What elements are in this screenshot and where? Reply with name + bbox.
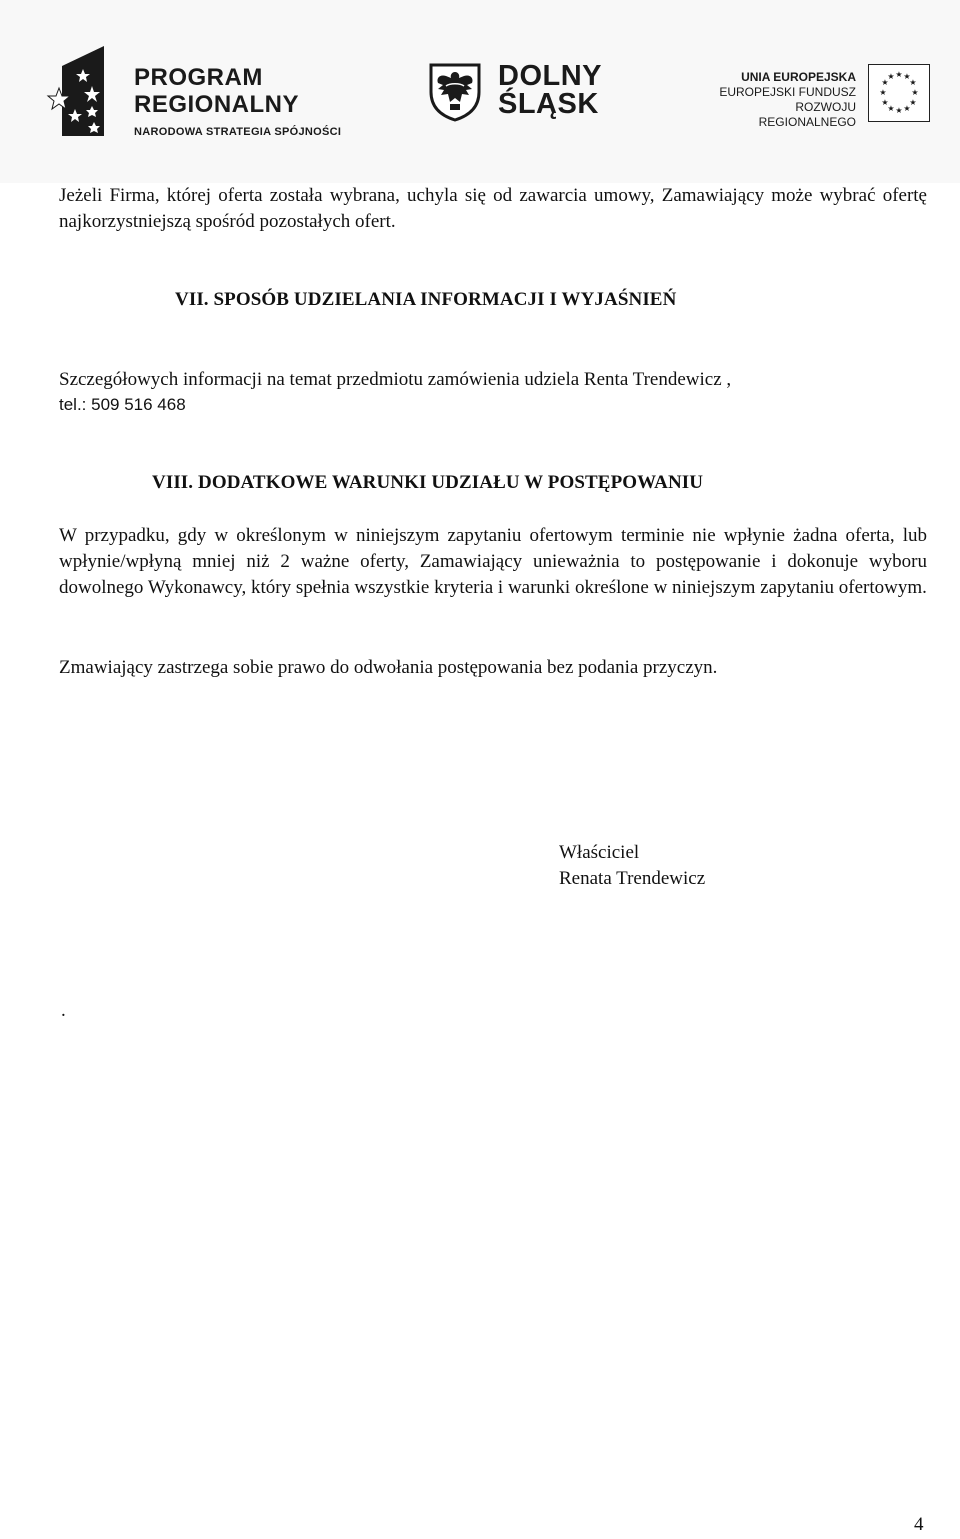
svg-text:★: ★ — [881, 78, 889, 87]
paragraph-cancellation-right: Zmawiający zastrzega sobie prawo do odwołania postępowania bez podania przyczyn. — [59, 657, 718, 678]
svg-text:★: ★ — [909, 78, 917, 87]
eu-line1: UNIA EUROPEJSKA — [741, 70, 856, 84]
eu-flag-icon — [868, 64, 930, 122]
svg-text:★: ★ — [911, 88, 919, 97]
eu-line2: EUROPEJSKI FUNDUSZ — [719, 85, 856, 99]
svg-text:★: ★ — [909, 98, 917, 107]
signature-role: Właściciel — [559, 842, 640, 863]
dolny-slask-logo — [428, 60, 628, 124]
eu-logo — [696, 60, 932, 129]
section-heading-viii: VIII. DODATKOWE WARUNKI UDZIAŁU W POSTĘPOWANIU — [152, 472, 704, 493]
svg-text:★: ★ — [887, 72, 895, 81]
signature-name: Renata Trendewicz — [559, 868, 706, 889]
program-regionalny-logo — [42, 44, 362, 139]
svg-text:★: ★ — [887, 104, 895, 113]
signature-block — [559, 840, 705, 892]
page-number: 4 — [914, 1514, 924, 1535]
svg-text:★: ★ — [903, 72, 911, 81]
program-regionalny-line1: PROGRAM — [134, 64, 263, 91]
svg-text:★: ★ — [895, 106, 903, 115]
paragraph-offer-withdrawal: Jeżeli Firma, której oferta została wybrana, uchyla się od zawarcia umowy, Zamawiający może wybrać ofertę najkorzystniejszą spośród pozostałych ofert. — [59, 185, 927, 232]
svg-text:★: ★ — [903, 104, 911, 113]
program-regionalny-line3: NARODOWA STRATEGIA SPÓJNOŚCI — [134, 126, 342, 138]
eu-line3: ROZWOJU REGIONALNEGO — [758, 100, 856, 129]
svg-text:★: ★ — [879, 88, 887, 97]
program-regionalny-line2: REGIONALNY — [134, 91, 300, 118]
paragraph-contact-info: Szczegółowych informacji na temat przedmiotu zamówienia udziela Renta Trendewicz , — [59, 369, 732, 390]
document-header — [0, 0, 960, 183]
stars-figure-icon — [42, 44, 122, 139]
contact-phone: tel.: 509 516 468 — [59, 395, 186, 414]
paragraph-participation-conditions: W przypadku, gdy w określonym w niniejszym zapytaniu ofertowym terminie nie wpłynie żadna oferta, lub wpłynie/wpłyną mniej niż 2 ważne oferty, Zamawiający unieważnia to postępowanie i dokonuje wyboru dowolnego Wykonawcy, który spełnia wszystkie kryteria i warunki określone w niniejszym zapytaniu ofertowym. — [59, 525, 927, 598]
dolny-slask-line2: ŚLĄSK — [498, 88, 599, 120]
svg-text:★: ★ — [895, 70, 903, 79]
eagle-crest-icon — [428, 62, 482, 122]
section-heading-vii: VII. SPOSÓB UDZIELANIA INFORMACJI I WYJAŚNIEŃ — [175, 289, 677, 310]
svg-text:★: ★ — [881, 98, 889, 107]
trailing-dot: . — [61, 1000, 66, 1021]
dolny-slask-line1: DOLNY — [498, 60, 602, 92]
